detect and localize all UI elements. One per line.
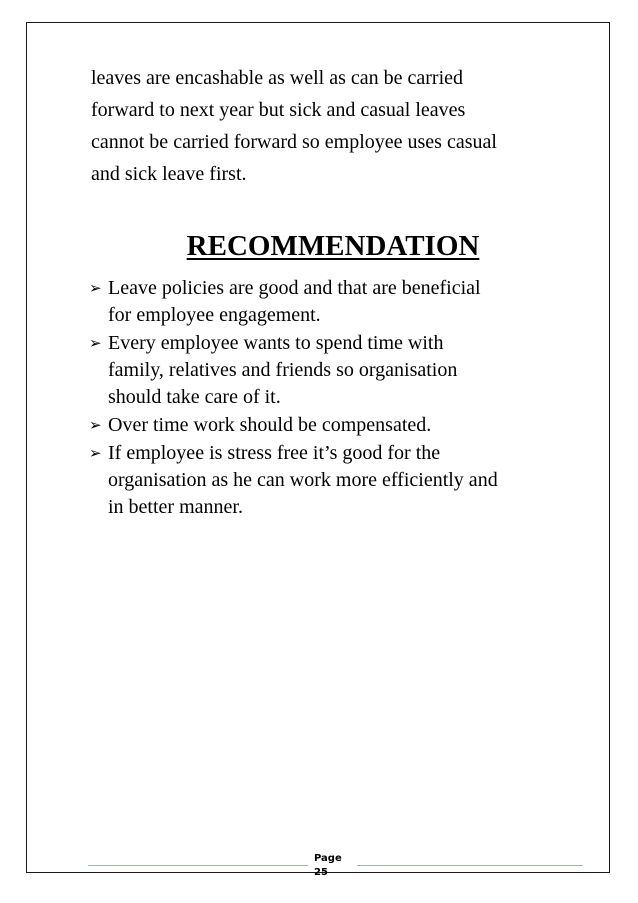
page-number xyxy=(314,852,354,880)
arrow-bullet-icon: ➢ xyxy=(89,334,102,352)
section-heading: RECOMMENDATION xyxy=(186,230,480,262)
recommendation-line: in better manner. xyxy=(108,496,243,518)
recommendation-line: Leave policies are good and that are beneficial xyxy=(108,277,481,299)
intro-line: cannot be carried forward so employee uses casual xyxy=(91,131,497,153)
recommendation-line: Every employee wants to spend time with xyxy=(108,332,444,354)
arrow-bullet-icon: ➢ xyxy=(89,416,102,434)
recommendation-item xyxy=(89,330,589,411)
recommendation-line: family, relatives and friends so organisation xyxy=(108,359,458,381)
intro-paragraph xyxy=(91,62,591,190)
footer-divider-right xyxy=(357,865,583,866)
footer-divider-left xyxy=(88,865,308,866)
recommendation-list xyxy=(89,275,589,522)
recommendation-line: for employee engagement. xyxy=(108,304,321,326)
recommendation-line: Over time work should be compensated. xyxy=(108,414,432,436)
intro-line: and sick leave first. xyxy=(91,163,247,185)
page-number-value: 25 xyxy=(314,867,328,878)
arrow-bullet-icon: ➢ xyxy=(89,444,102,462)
recommendation-line: If employee is stress free it’s good for the xyxy=(108,442,441,464)
intro-line: forward to next year but sick and casual leaves xyxy=(91,99,466,121)
page-label: Page xyxy=(314,853,342,864)
recommendation-item xyxy=(89,275,589,329)
arrow-bullet-icon: ➢ xyxy=(89,279,102,297)
recommendation-line: organisation as he can work more efficiently and xyxy=(108,469,498,491)
recommendation-item xyxy=(89,412,589,439)
intro-line: leaves are encashable as well as can be carried xyxy=(91,67,464,89)
recommendation-line: should take care of it. xyxy=(108,386,281,408)
recommendation-item xyxy=(89,440,589,521)
